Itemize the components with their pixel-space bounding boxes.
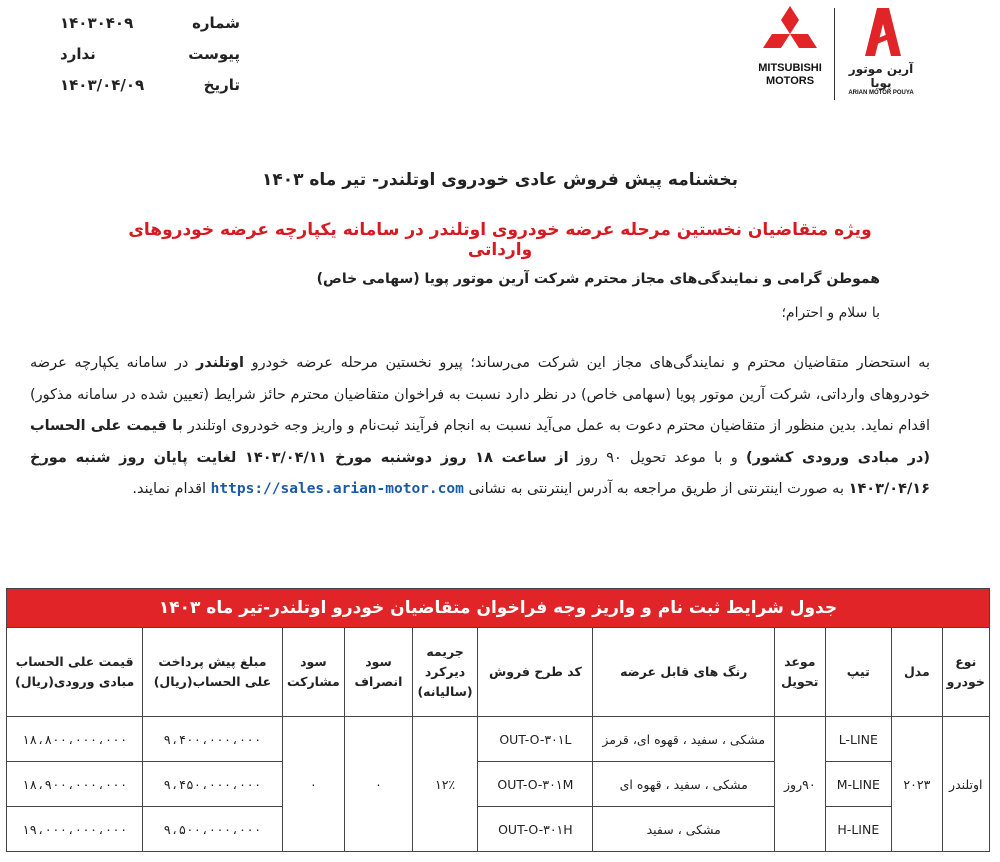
header-colors: رنگ های قابل عرضه bbox=[593, 628, 775, 717]
logo-divider bbox=[834, 8, 835, 100]
cell-code: OUT-O-۳۰۱L bbox=[478, 717, 593, 762]
arian-name-en: ARIAN MOTOR POUYA bbox=[848, 90, 914, 96]
cell-price: ۱۸،۹۰۰،۰۰۰،۰۰۰ bbox=[7, 762, 143, 807]
cell-partner-profit: ۰ bbox=[282, 717, 345, 852]
table-row bbox=[7, 717, 990, 762]
header-prepayment: مبلغ پیش پرداخت علی الحساب(ریال) bbox=[143, 628, 282, 717]
greeting: با سلام و احترام؛ bbox=[781, 305, 880, 321]
circular-subtitle: ویژه متقاضیان نخستین مرحله عرضه خودروی اوتلندر در سامانه یکپارچه عرضه خودروهای وارداتی bbox=[128, 220, 872, 260]
number-value: ۱۴۰۳۰۴۰۹ bbox=[60, 14, 134, 32]
table-row bbox=[7, 807, 990, 852]
arian-logo bbox=[842, 6, 920, 96]
attach-value: ندارد bbox=[60, 45, 96, 63]
cell-prepay: ۹،۴۰۰،۰۰۰،۰۰۰ bbox=[143, 717, 282, 762]
cell-colors: مشکی ، سفید bbox=[593, 807, 775, 852]
mitsubishi-line2: MOTORS bbox=[765, 75, 815, 87]
cell-cancel-profit: ۰ bbox=[345, 717, 413, 852]
cell-price: ۱۹،۰۰۰،۰۰۰،۰۰۰ bbox=[7, 807, 143, 852]
body-p3: و با موعد تحویل ۹۰ روز bbox=[576, 449, 738, 466]
body-p2: در سامانه یکپارچه عرضه خودروهای وارداتی، شرکت آرین موتور پویا (سهامی خاص) در نظر دارد نسبت به فراخوان متقاضیان محترم حائز شرایط (تعیین شده در سامانه مذکور) اقدام نماید. بدین منظور از متقاضیان محترم دعوت به عمل می‌آید نسبت به انجام فرآیند ثبت‌نام و واریز وجه خودروی اوتلندر bbox=[30, 355, 931, 434]
cell-code: OUT-O-۳۰۱H bbox=[478, 807, 593, 852]
date-label: تاریخ bbox=[203, 76, 240, 94]
date-value: ۱۴۰۳/۰۴/۰۹ bbox=[60, 76, 145, 94]
header-partner-profit: سود مشارکت bbox=[282, 628, 345, 717]
header-price: قیمت علی الحساب مبادی ورودی(ریال) bbox=[7, 628, 143, 717]
body-p2-bold: با قیمت علی الحساب (در مبادی ورودی کشور) bbox=[30, 418, 930, 466]
mitsubishi-diamonds-icon bbox=[760, 6, 820, 62]
body-p4: به صورت اینترنتی از طریق مراجعه به آدرس اینترنتی به نشانی bbox=[468, 481, 844, 497]
cell-penalty: ۱۲٪ bbox=[412, 717, 478, 852]
header-car-type: نوع خودرو bbox=[942, 628, 989, 717]
cell-colors: مشکی ، سفید ، قهوه ای bbox=[593, 762, 775, 807]
arian-a-icon bbox=[859, 6, 903, 58]
table-row bbox=[7, 762, 990, 807]
body-p5: اقدام نمایند. bbox=[132, 481, 207, 497]
header-delivery: موعد تحویل bbox=[775, 628, 825, 717]
header-trim: تیپ bbox=[825, 628, 892, 717]
cell-trim: M-LINE bbox=[825, 762, 892, 807]
arian-name-fa: آرین موتور پویا bbox=[848, 62, 914, 90]
header-sale-code: کد طرح فروش bbox=[478, 628, 593, 717]
cell-delivery: ۹۰روز bbox=[775, 717, 825, 852]
letter-meta bbox=[60, 8, 240, 101]
header-model: مدل bbox=[892, 628, 942, 717]
sales-url-link[interactable]: https://sales.arian-motor.com bbox=[210, 481, 464, 497]
number-label: شماره bbox=[192, 14, 240, 32]
mitsubishi-line1: MITSUBISHI bbox=[758, 62, 822, 74]
body-p3-bold: از ساعت ۱۸ روز دوشنبه مورخ ۱۴۰۳/۰۴/۱۱ لغایت پایان روز شنبه مورخ ۱۴۰۳/۰۴/۱۶ bbox=[30, 449, 930, 497]
circular-title: بخشنامه پیش فروش عادی خودروی اوتلندر- تیر ماه ۱۴۰۳ bbox=[261, 170, 739, 190]
cell-car: اوتلندر bbox=[942, 717, 989, 852]
cell-trim: H-LINE bbox=[825, 807, 892, 852]
cell-trim: L-LINE bbox=[825, 717, 892, 762]
header-cancel-profit: سود انصراف bbox=[345, 628, 413, 717]
conditions-table bbox=[6, 588, 990, 852]
cell-prepay: ۹،۴۵۰،۰۰۰،۰۰۰ bbox=[143, 762, 282, 807]
attach-label: پیوست bbox=[188, 45, 240, 63]
cell-colors: مشکی ، سفید ، قهوه ای، قرمز bbox=[593, 717, 775, 762]
cell-model: ۲۰۲۳ bbox=[892, 717, 942, 852]
cell-prepay: ۹،۵۰۰،۰۰۰،۰۰۰ bbox=[143, 807, 282, 852]
logos bbox=[750, 6, 920, 106]
table-header-row bbox=[7, 628, 990, 717]
body-p1: به استحضار متقاضیان محترم و نمایندگی‌های مجاز این شرکت می‌رساند؛ پیرو نخستین مرحله عرضه خودرو bbox=[251, 355, 931, 371]
cell-price: ۱۸،۸۰۰،۰۰۰،۰۰۰ bbox=[7, 717, 143, 762]
cell-code: OUT-O-۳۰۱M bbox=[478, 762, 593, 807]
addressee: هموطن گرامی و نمایندگی‌های مجاز محترم شرکت آرین موتور پویا (سهامی خاص) bbox=[316, 271, 880, 287]
table-title: جدول شرایط ثبت نام و واریز وجه فراخوان متقاضیان خودرو اوتلندر-تیر ماه ۱۴۰۳ bbox=[7, 589, 990, 628]
body-p1-bold: اوتلندر bbox=[195, 355, 244, 371]
letter-body bbox=[30, 348, 930, 506]
mitsubishi-logo bbox=[750, 6, 830, 101]
header-late-penalty: جریمه دیرکرد (سالیانه) bbox=[412, 628, 478, 717]
